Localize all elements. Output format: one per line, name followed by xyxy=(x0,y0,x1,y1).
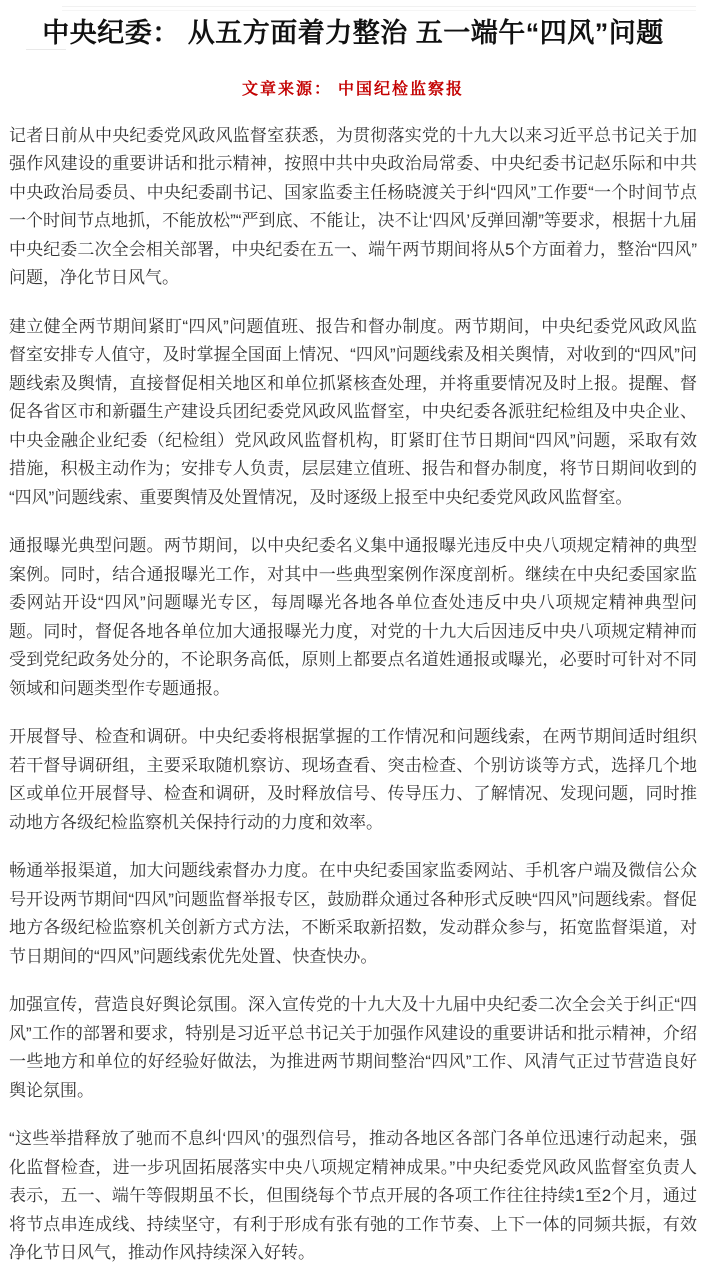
article-paragraph: 通报曝光典型问题。两节期间，以中央纪委名义集中通报曝光违反中央八项规定精神的典型案例。同时，结合通报曝光工作，对其中一些典型案例作深度剖析。继续在中央纪委国家监委网站开设“四风”问题曝光专区，每周曝光各地各单位查处违反中央八项规定精神典型问题。同时，督促各地各单位加大通报曝光力度，对党的十九大后因违反中央八项规定精神而受到党纪政务处分的，不论职务高低，原则上都要点名道姓通报或曝光，必要时可针对不同领域和问题类型作专题通报。 xyxy=(9,536,697,698)
article-paragraph: “这些举措释放了驰而不息纠‘四风’的强烈信号，推动各地区各部门各单位迅速行动起来，强化监督检查，进一步巩固拓展落实中央八项规定精神成果。”中央纪委党风政风监督室负责人表示，五一、端午等假期虽不长，但围绕每个节点开展的各项工作往往持续1至2个月，通过将节点串连成线、持续坚守，有利于形成有张有弛的工作节奏、上下一体的同频共振，有效净化节日风气，推动作风持续深入好转。 xyxy=(9,1129,697,1263)
article-paragraph: 开展督导、检查和调研。中央纪委将根据掌握的工作情况和问题线索，在两节期间适时组织若干督导调研组，主要采取随机察访、现场查看、突击检查、个别访谈等方式，选择几个地区或单位开展督导、检查和调研，及时释放信号、传导压力、了解情况、发现问题，同时推动地方各级纪检监察机关保持行动的力度和效率。 xyxy=(9,727,697,832)
top-divider xyxy=(62,6,696,11)
article-source-label: 文章来源： 中国纪检监察报 xyxy=(241,80,464,98)
article-paragraph: 加强宣传，营造良好舆论氛围。深入宣传党的十九大及十九届中央纪委二次全会关于纠正“四风”工作的部署和要求，特别是习近平总书记关于加强作风建设的重要讲话和批示精神，介绍一些地方和单位的好经验好做法，为推进两节期间整治“四风”工作、风清气正过节营造良好舆论氛围。 xyxy=(9,995,697,1100)
article-paragraph: 畅通举报渠道，加大问题线索督办力度。在中央纪委国家监委网站、手机客户端及微信公众号开设两节期间“四风”问题监督举报专区，鼓励群众通过各种形式反映“四风”问题线索。督促地方各级纪检监察机关创新方式方法，不断采取新招数，发动群众参与，拓宽监督渠道，对节日期间的“四风”问题线索优先处置、快查快办。 xyxy=(9,861,697,966)
title-underline-artifact xyxy=(26,49,66,50)
page-title: 中央纪委： 从五方面着力整治 五一端午“四风”问题 xyxy=(42,18,664,48)
article-paragraph: 记者日前从中央纪委党风政风监督室获悉，为贯彻落实党的十九大以来习近平总书记关于加强作风建设的重要讲话和批示精神，按照中共中央政治局常委、中央纪委书记赵乐际和中共中央政治局委员、中央纪委副书记、国家监委主任杨晓渡关于纠“四风”工作要“一个时间节点一个时间节点地抓，不能放松”“严到底、不能让，决不让‘四风’反弹回潮”等要求，根据十九届中央纪委二次全会相关部署，中央纪委在五一、端午两节期间将从5个方面着力，整治“四风”问题，净化节日风气。 xyxy=(9,125,697,288)
article-paragraph: 建立健全两节期间紧盯“四风”问题值班、报告和督办制度。两节期间，中央纪委党风政风监督室安排专人值守，及时掌握全国面上情况、“四风”问题线索及相关舆情，对收到的“四风”问题线索及舆情，直接督促相关地区和单位抓紧核查处理，并将重要情况及时上报。提醒、督促各省区市和新疆生产建设兵团纪委党风政风监督室，中央纪委各派驻纪检组及中央企业、中央金融企业纪委（纪检组）党风政风监督机构，盯紧盯住节日期间“四风”问题，采取有效措施，积极主动作为；安排专人负责，层层建立值班、报告和督办制度，将节日期间收到的“四风”问题线索、重要舆情及处置情况，及时逐级上报至中央纪委党风政风监督室。 xyxy=(9,316,697,507)
article-body xyxy=(0,99,706,1288)
